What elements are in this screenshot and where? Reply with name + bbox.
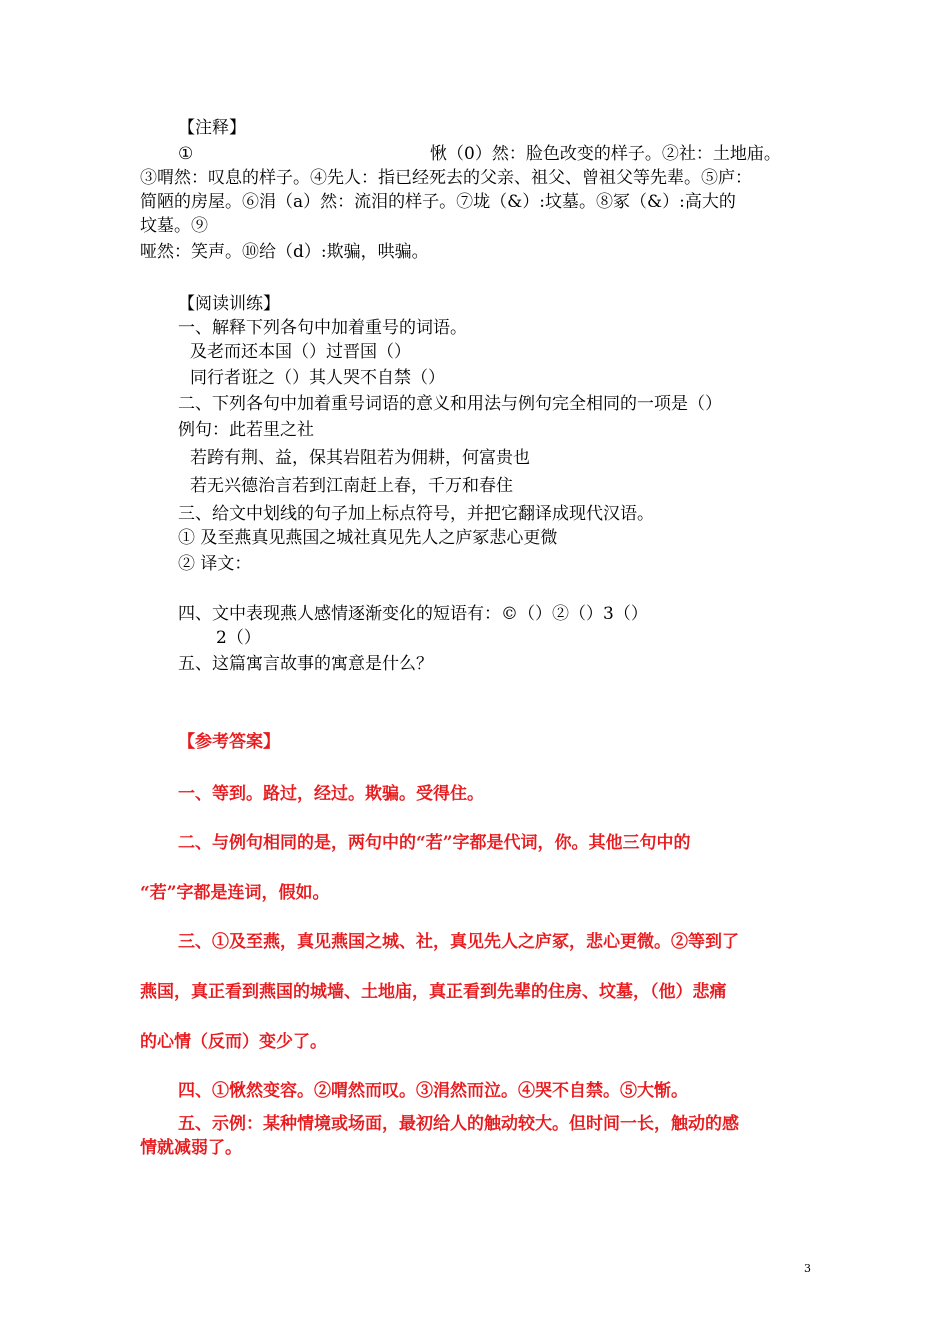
- question-2-item-a: 若跨有荆、益，保其岩阻若为佣耕，何富贵也: [190, 448, 530, 468]
- notes-heading: 【注释】: [178, 118, 246, 138]
- answer-4: 四、①愀然变容。②喟然而叹。③涓然而泣。④哭不自禁。⑤大惭。: [178, 1081, 688, 1101]
- answer-1: 一、等到。路过，经过。欺骗。受得住。: [178, 784, 484, 804]
- notes-line-5: 哑然：笑声。⑩给（d）:欺骗，哄骗。: [140, 242, 429, 262]
- question-1-item-b: 同行者诳之（）其人哭不自禁（）: [190, 368, 445, 388]
- question-4-continued: 2（）: [216, 628, 261, 648]
- training-heading: 【阅读训练】: [178, 294, 280, 314]
- question-5: 五、这篇寓言故事的寓意是什么？: [178, 654, 433, 674]
- notes-line-1-marker: ①: [178, 144, 194, 164]
- question-3-sentence: ① 及至燕真见燕国之城社真见先人之庐冢悲心更微: [178, 528, 558, 548]
- answer-3-line-2: 燕国，真正看到燕国的城墙、土地庙，真正看到先辈的住房、坟墓，（他）悲痛: [140, 982, 727, 1002]
- question-4: 四、文中表现燕人感情逐渐变化的短语有：©（）②（）3（）: [178, 604, 648, 624]
- notes-line-3: 简陋的房屋。⑥涓（a）然：流泪的样子。⑦垅（&）:坟墓。⑧冢（&）:高大的: [140, 192, 736, 212]
- question-3-translation: ② 译文：: [178, 554, 252, 574]
- answer-2-line-2: “若”字都是连词，假如。: [140, 883, 330, 903]
- answer-5-line-1: 五、示例：某种情境或场面，最初给人的触动较大。但时间一长，触动的感: [178, 1114, 739, 1134]
- notes-line-4: 坟墓。⑨: [140, 216, 208, 236]
- question-1: 一、解释下列各句中加着重号的词语。: [178, 318, 467, 338]
- answer-5-line-2: 情就减弱了。: [140, 1138, 242, 1158]
- notes-line-2: ③喟然：叹息的样子。④先人：指已经死去的父亲、祖父、曾祖父等先辈。⑤庐：: [140, 168, 752, 188]
- page-number: 3: [804, 1262, 811, 1275]
- answers-heading: 【参考答案】: [178, 732, 280, 752]
- question-2: 二、下列各句中加着重号词语的意义和用法与例句完全相同的一项是（）: [178, 394, 722, 414]
- notes-line-1: 愀（0）然：脸色改变的样子。②社：土地庙。: [430, 144, 781, 164]
- question-2-example: 例句：此若里之社: [178, 420, 314, 440]
- question-1-item-a: 及老而还本国（）过晋国（）: [190, 342, 411, 362]
- answer-3-line-3: 的心情（反而）变少了。: [140, 1032, 327, 1052]
- answer-2-line-1: 二、与例句相同的是，两句中的“若”字都是代词，你。其他三句中的: [178, 833, 691, 853]
- answer-3-line-1: 三、①及至燕，真见燕国之城、社，真见先人之庐冢，悲心更微。②等到了: [178, 932, 739, 952]
- question-3: 三、给文中划线的句子加上标点符号，并把它翻译成现代汉语。: [178, 504, 654, 524]
- question-2-item-b: 若无兴德治言若到江南赶上春，千万和春住: [190, 476, 513, 496]
